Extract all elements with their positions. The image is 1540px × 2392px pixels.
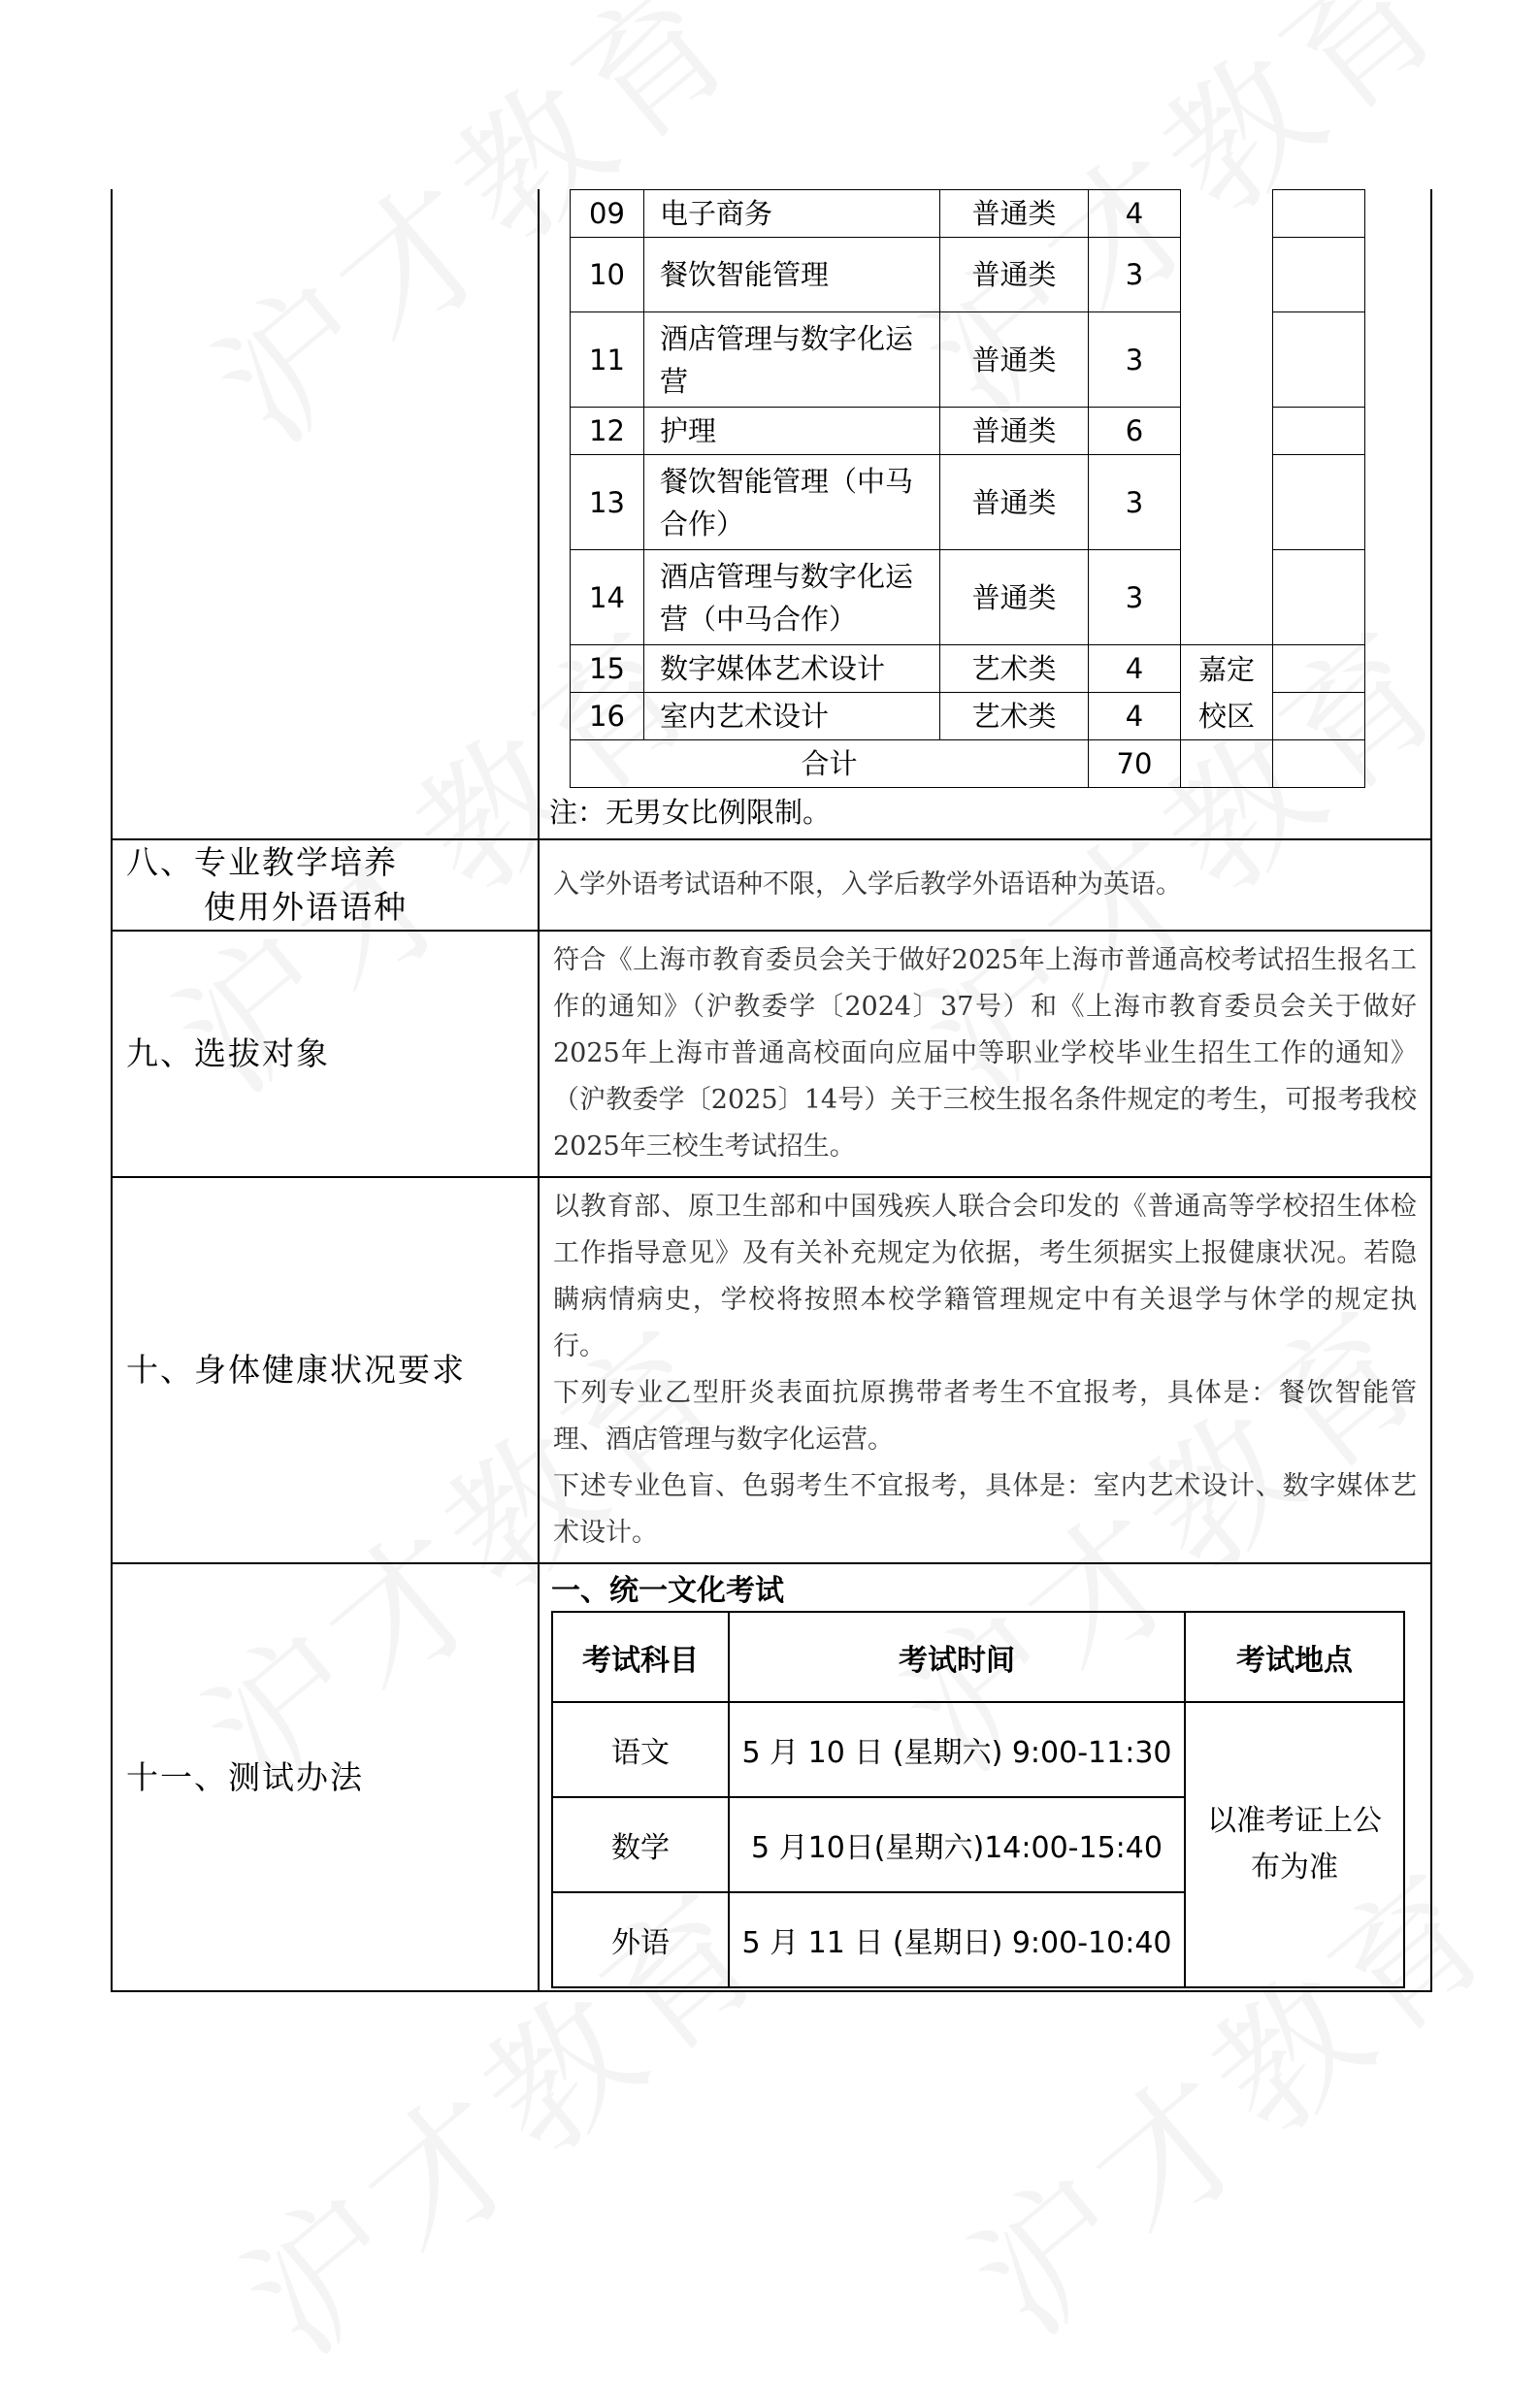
major-name: 室内艺术设计 — [644, 693, 940, 740]
major-count: 4 — [1089, 645, 1181, 693]
major-type: 艺术类 — [940, 645, 1089, 693]
major-type: 艺术类 — [940, 693, 1089, 740]
exam-header-row — [552, 1612, 1404, 1702]
exam-subject: 数学 — [552, 1797, 729, 1892]
section-8-title-line1: 八、专业教学培养 — [126, 843, 398, 881]
exam-subject: 外语 — [552, 1892, 729, 1987]
section-11-row — [112, 1563, 1431, 1991]
majors-table — [570, 189, 1365, 788]
campus-cell: 嘉定校区 — [1181, 645, 1273, 740]
extra-cell — [1273, 645, 1365, 693]
major-name: 酒店管理与数字化运营 — [644, 312, 940, 408]
major-type: 普通类 — [940, 190, 1089, 238]
majors-row — [112, 189, 1431, 839]
major-count: 4 — [1089, 693, 1181, 740]
major-no: 10 — [571, 238, 644, 312]
major-name: 餐饮智能管理（中马合作） — [644, 455, 940, 550]
section-10-row — [112, 1177, 1431, 1563]
section-9-title: 九、选拔对象 — [112, 931, 539, 1177]
extra-cell — [1273, 408, 1365, 455]
major-count: 6 — [1089, 408, 1181, 455]
total-row — [571, 740, 1365, 788]
section-9-text: 符合《上海市教育委员会关于做好2025年上海市普通高校考试招生报名工作的通知》（沪教委学〔2024〕37号）和《上海市教育委员会关于做好2025年上海市普通高校面向应届中等职业学校毕业生招生工作的通知》（沪教委学〔2025〕14号）关于三校生报名条件规定的考生，可报考我校2025年三校生考试招生。 — [539, 931, 1431, 1177]
major-name: 酒店管理与数字化运营（中马合作） — [644, 550, 940, 645]
exam-subtitle: 一、统一文化考试 — [551, 1574, 784, 1609]
major-row — [571, 190, 1365, 238]
extra-cell — [1273, 238, 1365, 312]
exam-location: 以准考证上公布为准 — [1185, 1702, 1404, 1987]
total-label: 合计 — [571, 740, 1089, 788]
exam-header: 考试科目 — [552, 1612, 729, 1702]
extra-cell — [1273, 740, 1365, 788]
major-no: 15 — [571, 645, 644, 693]
total-value: 70 — [1089, 740, 1181, 788]
major-row — [571, 645, 1365, 693]
section-10-text — [539, 1177, 1431, 1563]
major-count: 3 — [1089, 550, 1181, 645]
section-10-p1: 以教育部、原卫生部和中国残疾人联合会印发的《普通高等学校招生体检工作指导意见》及有关补充规定为依据，考生须据实上报健康状况。若隐瞒病情病史，学校将按照本校学籍管理规定中有关退学与休学的规定执行。 — [553, 1192, 1417, 1362]
ratio-note: 注：无男女比例限制。 — [549, 796, 832, 829]
exam-time: 5 月 11 日 (星期日) 9:00-10:40 — [729, 1892, 1185, 1987]
exam-header: 考试时间 — [729, 1612, 1185, 1702]
admission-table — [111, 189, 1432, 1992]
major-type: 普通类 — [940, 312, 1089, 408]
major-count: 3 — [1089, 238, 1181, 312]
major-name: 数字媒体艺术设计 — [644, 645, 940, 693]
section-10-title: 十、身体健康状况要求 — [112, 1177, 539, 1563]
exam-header: 考试地点 — [1185, 1612, 1404, 1702]
section-8-row — [112, 839, 1431, 931]
extra-cell — [1273, 312, 1365, 408]
section-8-title-line2: 使用外语语种 — [204, 888, 408, 927]
major-count: 4 — [1089, 190, 1181, 238]
campus-cell-empty — [1181, 190, 1273, 645]
extra-cell — [1273, 550, 1365, 645]
extra-cell — [1181, 740, 1273, 788]
exam-table — [551, 1611, 1405, 1988]
section-11-content — [539, 1563, 1431, 1991]
major-name: 护理 — [644, 408, 940, 455]
majors-left-cell — [112, 189, 539, 839]
major-no: 09 — [571, 190, 644, 238]
section-8-title — [112, 839, 539, 931]
majors-cell — [539, 189, 1431, 839]
major-count: 3 — [1089, 312, 1181, 408]
major-type: 普通类 — [940, 238, 1089, 312]
major-name: 电子商务 — [644, 190, 940, 238]
major-type: 普通类 — [940, 455, 1089, 550]
exam-time: 5 月 10 日 (星期六) 9:00-11:30 — [729, 1702, 1185, 1797]
section-8-text: 入学外语考试语种不限，入学后教学外语语种为英语。 — [539, 839, 1431, 931]
section-11-title: 十一、测试办法 — [112, 1563, 539, 1991]
major-no: 12 — [571, 408, 644, 455]
exam-subject: 语文 — [552, 1702, 729, 1797]
major-type: 普通类 — [940, 408, 1089, 455]
extra-cell — [1273, 190, 1365, 238]
major-name: 餐饮智能管理 — [644, 238, 940, 312]
major-no: 16 — [571, 693, 644, 740]
section-9-row — [112, 931, 1431, 1177]
major-no: 14 — [571, 550, 644, 645]
section-10-p3: 下述专业色盲、色弱考生不宜报考，具体是：室内艺术设计、数字媒体艺术设计。 — [553, 1471, 1417, 1549]
exam-row — [552, 1702, 1404, 1797]
major-count: 3 — [1089, 455, 1181, 550]
extra-cell — [1273, 455, 1365, 550]
exam-time: 5 月10日(星期六)14:00-15:40 — [729, 1797, 1185, 1892]
major-type: 普通类 — [940, 550, 1089, 645]
major-no: 11 — [571, 312, 644, 408]
section-10-p2: 下列专业乙型肝炎表面抗原携带者考生不宜报考，具体是：餐饮智能管理、酒店管理与数字化运营。 — [553, 1378, 1417, 1456]
major-no: 13 — [571, 455, 644, 550]
extra-cell — [1273, 693, 1365, 740]
